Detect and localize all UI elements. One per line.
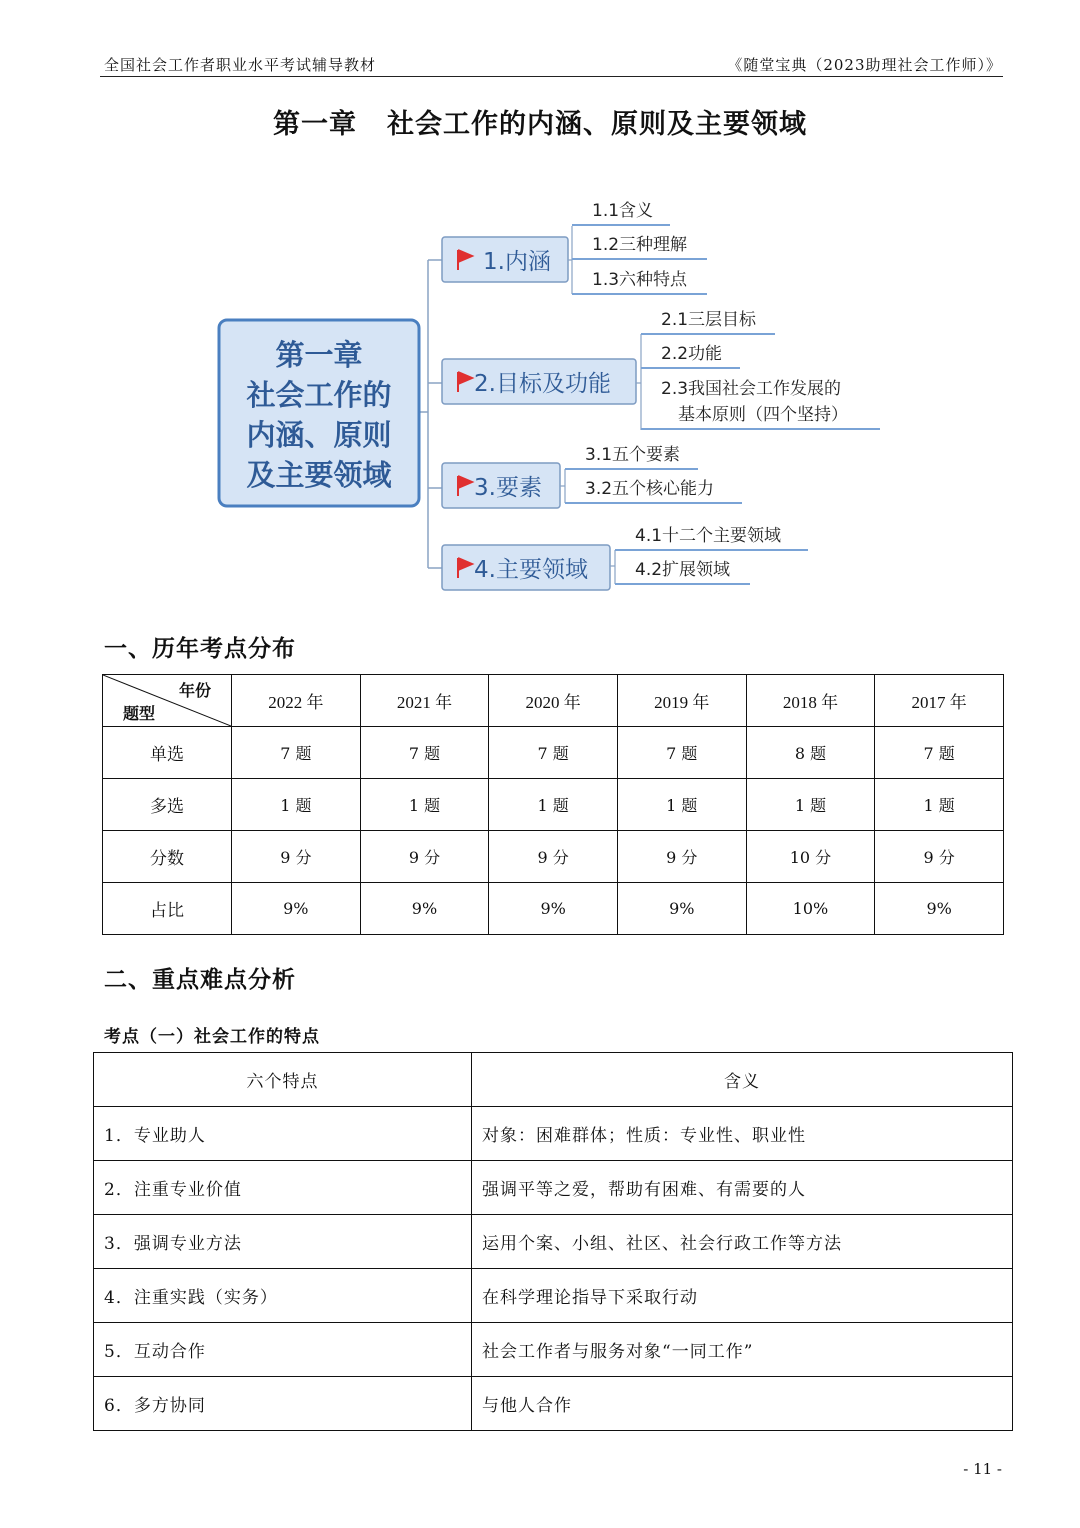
table-cell: 1 题 [232,779,361,831]
table-cell: 7 题 [232,727,361,779]
table-cell: 9 分 [617,831,746,883]
feature-cell: 3．强调专业方法 [94,1215,472,1269]
table-row [94,1377,1013,1431]
section-1-title: 一、历年考点分布 [104,635,296,662]
feature-cell: 4．注重实践（实务） [94,1269,472,1323]
meaning-cell: 运用个案、小组、社区、社会行政工作等方法 [472,1215,1013,1269]
col-header-meaning: 含义 [472,1053,1013,1107]
corner-cell [103,675,232,727]
table-cell: 1 题 [746,779,875,831]
mindmap-branch-4 [442,526,808,590]
year-header: 2020 年 [489,675,618,727]
table-cell: 1 题 [875,779,1004,831]
table-cell: 9 分 [875,831,1004,883]
branch-2-child-3: 2.3我国社会工作发展的 [661,379,842,399]
mindmap-branch-1 [442,201,707,294]
table-header-row [94,1053,1013,1107]
table-cell: 1 题 [360,779,489,831]
page-number: - 11 - [963,1460,1002,1478]
table-cell: 9% [617,883,746,935]
root-line-4: 及主要领域 [246,458,392,492]
root-line-1: 第一章 [275,338,363,372]
meaning-cell: 在科学理论指导下采取行动 [472,1269,1013,1323]
root-line-2: 社会工作的 [246,378,392,412]
table-row [94,1107,1013,1161]
branch-4-child-1: 4.1十二个主要领域 [635,526,782,546]
table-row [103,779,1004,831]
branch-1-child-3: 1.3六种特点 [592,270,688,290]
row-label: 单选 [103,727,232,779]
table-row [94,1161,1013,1215]
feature-cell: 2．注重专业价值 [94,1161,472,1215]
meaning-cell: 强调平等之爱，帮助有困难、有需要的人 [472,1161,1013,1215]
branch-2-child-2: 2.2功能 [661,344,723,364]
table-cell: 7 题 [489,727,618,779]
year-header: 2019 年 [617,675,746,727]
mindmap-branch-3 [442,445,742,508]
branch-3-child-1: 3.1五个要素 [585,445,681,465]
table-cell: 9 分 [360,831,489,883]
table-cell: 7 题 [360,727,489,779]
kaodian-heading: 考点（一）社会工作的特点 [104,1027,320,1047]
year-header: 2022 年 [232,675,361,727]
table-cell: 9% [875,883,1004,935]
table-cell: 1 题 [489,779,618,831]
branch-4-label: 4.主要领域 [474,557,588,583]
feature-cell: 1．专业助人 [94,1107,472,1161]
feature-cell: 5．互动合作 [94,1323,472,1377]
table-cell: 10% [746,883,875,935]
corner-type-label: 题型 [123,706,156,723]
branch-4-child-2: 4.2扩展领域 [635,560,731,580]
branch-1-child-2: 1.2三种理解 [592,235,688,255]
table-cell: 8 题 [746,727,875,779]
table-row [94,1215,1013,1269]
table-row [94,1323,1013,1377]
branch-1-child-1: 1.1含义 [592,201,654,221]
feature-cell: 6．多方协同 [94,1377,472,1431]
row-label: 分数 [103,831,232,883]
root-line-3: 内涵、原则 [246,418,392,452]
table-cell: 7 题 [617,727,746,779]
meaning-cell: 对象：困难群体；性质：专业性、职业性 [472,1107,1013,1161]
year-header: 2021 年 [360,675,489,727]
year-header: 2018 年 [746,675,875,727]
branch-2-child-3-cont: 基本原则（四个坚持） [678,405,848,425]
chapter-name: 社会工作的内涵、原则及主要领域 [387,109,807,140]
exam-distribution-table [102,674,1004,935]
col-header-features: 六个特点 [94,1053,472,1107]
meaning-cell: 社会工作者与服务对象“一同工作” [472,1323,1013,1377]
branch-2-label: 2.目标及功能 [474,371,611,397]
mindmap-trunk [420,260,442,568]
table-cell: 7 题 [875,727,1004,779]
table-row [103,727,1004,779]
branch-2-child-1: 2.1三层目标 [661,310,757,330]
table-row [103,883,1004,935]
features-table [93,1052,1013,1431]
branch-3-child-2: 3.2五个核心能力 [585,479,715,499]
table-cell: 9% [489,883,618,935]
branch-1-label: 1.内涵 [483,249,551,275]
mind-map [0,0,1080,610]
table-cell: 9% [232,883,361,935]
table-cell: 9% [360,883,489,935]
table-row [94,1269,1013,1323]
table-cell: 10 分 [746,831,875,883]
table-cell: 1 题 [617,779,746,831]
meaning-cell: 与他人合作 [472,1377,1013,1431]
year-header: 2017 年 [875,675,1004,727]
table-cell: 9 分 [232,831,361,883]
branch-3-label: 3.要素 [474,475,542,501]
table-header-row [103,675,1004,727]
mindmap-root-node [219,320,419,506]
table-row [103,831,1004,883]
header-right-text: 《随堂宝典（2023助理社会工作师）》 [727,56,1002,74]
section-2-title: 二、重点难点分析 [104,966,296,993]
header-left-text: 全国社会工作者职业水平考试辅导教材 [104,56,377,74]
corner-year-label: 年份 [178,683,211,700]
table-cell: 9 分 [489,831,618,883]
chapter-number: 第一章 [273,109,357,140]
mindmap-branch-2 [442,310,880,430]
row-label: 占比 [103,883,232,935]
row-label: 多选 [103,779,232,831]
